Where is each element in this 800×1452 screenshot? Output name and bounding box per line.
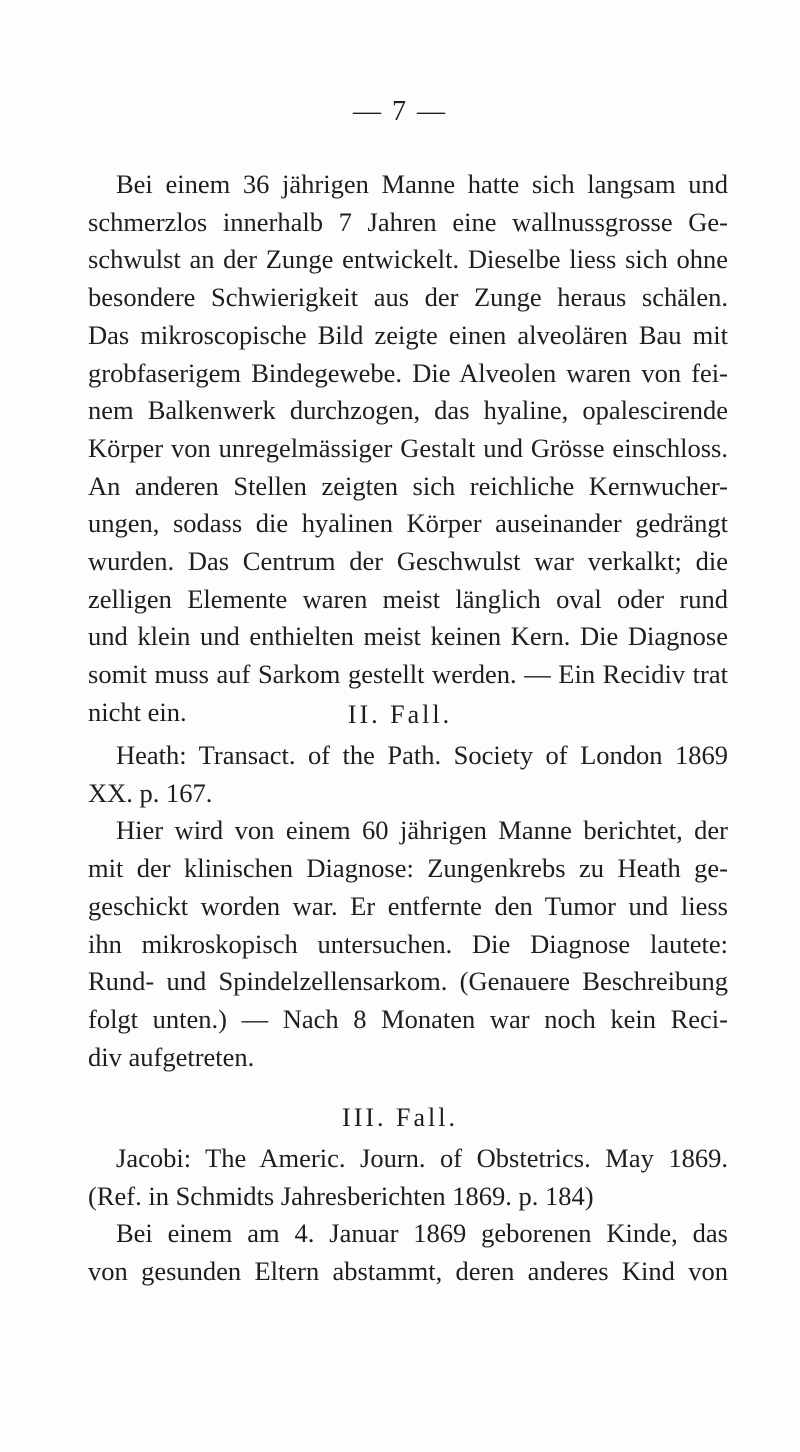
reference-line: Jacobi: The Americ. Journ. of Obstetrics. May 1869.	[116, 1143, 728, 1173]
text-line: Hier wird von einem 60 jährigen Manne berichtet, der	[116, 815, 728, 846]
case-1-paragraph	[88, 166, 728, 732]
text-line: Bei einem 36 jährigen Manne hatte sich langsam und	[116, 169, 728, 199]
text-line: ihn mikroskopisch untersuchen. Die Diagnose lautete:	[88, 928, 728, 959]
text-line: Bei einem am 4. Januar 1869 geborenen Kinde, das	[116, 1218, 728, 1249]
text-line: somit muss auf Sarkom gestellt werden. — Ein Recidiv trat	[88, 659, 728, 690]
reference-line: XX. p. 167.	[88, 777, 213, 808]
text-line: nem Balkenwerk durchzogen, das hyaline, opalescirende	[88, 395, 728, 426]
text-line: schmerzlos innerhalb 7 Jahren eine wallnussgrosse Ge-	[88, 206, 728, 237]
text-line: Körper von unregelmässiger Gestalt und Grösse einschloss.	[88, 432, 728, 463]
text-line: wurden. Das Centrum der Geschwulst war verkalkt; die	[88, 546, 728, 577]
text-line: Rund- und Spindelzellensarkom. (Genauere Beschreibung	[88, 966, 728, 997]
text-line: div aufgetreten.	[88, 1041, 255, 1072]
text-line: Das mikroscopische Bild zeigte einen alveolären Bau mit	[88, 319, 728, 350]
text-line: folgt unten.) — Nach 8 Monaten war noch kein Reci-	[88, 1003, 728, 1034]
text-line: schwulst an der Zunge entwickelt. Dieselbe liess sich ohne	[88, 244, 728, 275]
case-3-section	[88, 1140, 728, 1291]
text-line: von gesunden Eltern abstammt, deren anderes Kind von	[88, 1256, 728, 1287]
case-2-section	[88, 737, 728, 1076]
text-line: ungen, sodass die hyalinen Körper auseinander gedrängt	[88, 508, 728, 539]
text-line: und klein und enthielten meist keinen Kern. Die Diagnose	[88, 621, 728, 652]
case-3-heading: III. Fall.	[342, 1103, 458, 1132]
page-number: — 7 —	[353, 96, 447, 127]
text-line: mit der klinischen Diagnose: Zungenkrebs zu Heath ge-	[88, 853, 728, 884]
text-line: geschickt worden war. Er entfernte den Tumor und liess	[88, 890, 728, 921]
text-line: zelligen Elemente waren meist länglich oval oder rund	[88, 583, 728, 614]
reference-line: Heath: Transact. of the Path. Society of London 1869	[116, 740, 728, 770]
text-line: grobfaserigem Bindegewebe. Die Alveolen waren von fei-	[88, 357, 728, 388]
text-line: besondere Schwierigkeit aus der Zunge heraus schälen.	[88, 282, 728, 313]
case-2-heading: II. Fall.	[347, 700, 453, 729]
text-line: nicht ein.	[88, 696, 187, 727]
text-line: An anderen Stellen zeigten sich reichliche Kernwucher-	[88, 470, 728, 501]
reference-line: (Ref. in Schmidts Jahresberichten 1869. p. 184)	[88, 1180, 594, 1211]
